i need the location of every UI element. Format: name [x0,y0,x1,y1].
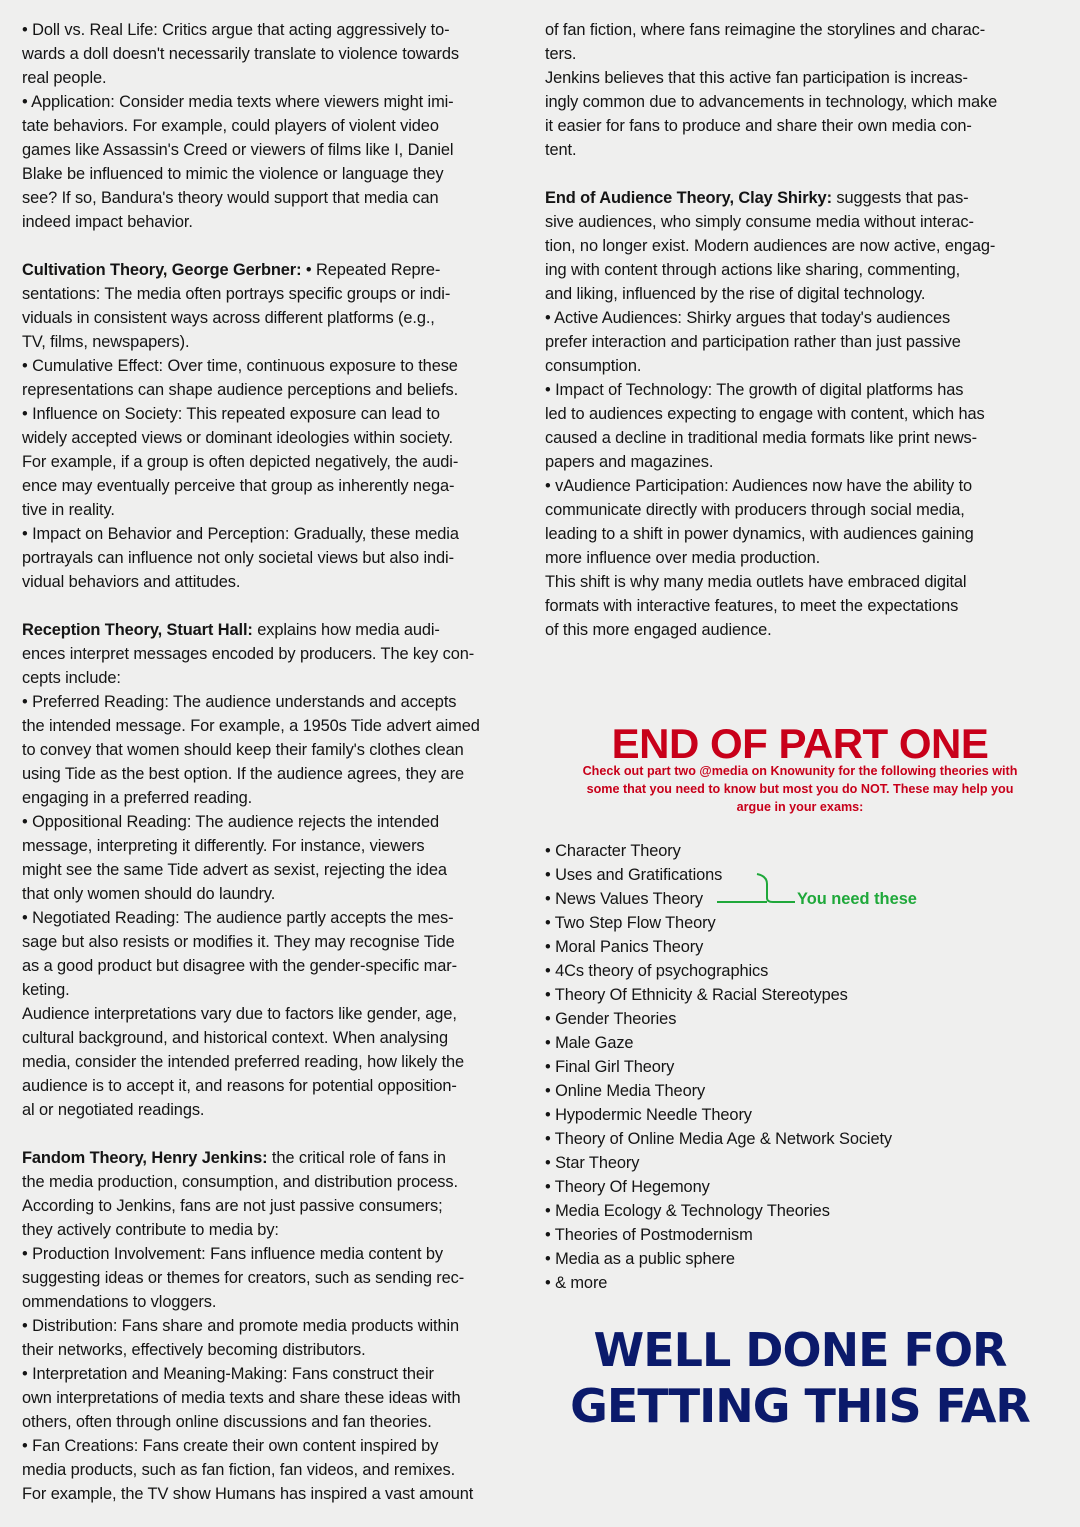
text-line [22,258,542,282]
text-line: engaging in a preferred reading. [22,789,253,807]
text-line: own interpretations of media texts and share these ideas with [22,1389,461,1407]
text-line: indeed impact behavior. [22,213,193,231]
text-line: wards a doll doesn't necessarily translate to violence towards [22,45,459,63]
theory-list-item: • Online Media Theory [545,1082,706,1100]
text-line: ters. [545,45,577,63]
text-line: al or negotiated readings. [22,1101,205,1119]
text-line [22,618,542,642]
theory-list-item: • Hypodermic Needle Theory [545,1106,752,1124]
text-line: • Impact on Behavior and Perception: Gradually, these media [22,525,459,543]
text-line: ing with content through actions like sharing, commenting, [545,261,961,279]
blank-line [545,162,1065,186]
text-line: representations can shape audience perceptions and beliefs. [22,381,459,399]
text-line: leading to a shift in power dynamics, with audiences gaining [545,525,974,543]
text-line: • Production Involvement: Fans influence media content by [22,1245,443,1263]
theory-list-item: • Gender Theories [545,1010,677,1028]
text-line: sentations: The media often portrays specific groups or indi- [22,285,451,303]
text-line: This shift is why many media outlets have embraced digital [545,573,967,591]
text-line: to convey that women should keep their family's clothes clean [22,741,464,759]
text-line: Blake be influenced to mimic the violence or language they [22,165,444,183]
text-line: • Fan Creations: Fans create their own content inspired by [22,1437,439,1455]
text-line: • Interpretation and Meaning-Making: Fans construct their [22,1365,434,1383]
text-line: see? If so, Bandura's theory would support that media can [22,189,439,207]
theory-list-item: • Media Ecology & Technology Theories [545,1202,830,1220]
blank-line [22,234,542,258]
text-line: others, often through online discussions and fan theories. [22,1413,432,1431]
text-line [22,1146,542,1170]
text-line: • Repeated Repre- [301,261,441,279]
text-line: tive in reality. [22,501,115,519]
text-line: tate behaviors. For example, could players of violent video [22,117,439,135]
text-line: formats with interactive features, to meet the expectations [545,597,959,615]
text-line: sage but also resists or modifies it. They may recognise Tide [22,933,455,951]
text-line: ences interpret messages encoded by producers. The key con- [22,645,475,663]
text-line: media, consider the intended preferred reading, how likely the [22,1053,465,1071]
text-line: • Preferred Reading: The audience understands and accepts [22,693,457,711]
left-column [22,18,542,1506]
text-line: portrayals can influence not only societal views but also indi- [22,549,454,567]
blank-line [22,594,542,618]
section-heading: Fandom Theory, Henry Jenkins: [22,1149,268,1167]
theory-list-item: • Two Step Flow Theory [545,914,716,932]
text-line: games like Assassin's Creed or viewers of films like I, Daniel [22,141,454,159]
end-subtitle [540,762,1060,816]
text-line: According to Jenkins, fans are not just passive consumers; [22,1197,443,1215]
text-line: cepts include: [22,669,121,687]
theory-list-item: • Final Girl Theory [545,1058,675,1076]
section-heading: Reception Theory, Stuart Hall: [22,621,253,639]
text-line: the intended message. For example, a 1950s Tide advert aimed [22,717,480,735]
text-line: tion, no longer exist. Modern audiences are now active, engag- [545,237,996,255]
theory-list-item: • Uses and Gratifications [545,866,723,884]
section-heading: End of Audience Theory, Clay Shirky: [545,189,832,207]
text-line: using Tide as the best option. If the audience agrees, they are [22,765,465,783]
text-line: audience is to accept it, and reasons for potential opposition- [22,1077,457,1095]
you-need-these-annotation: You need these [797,890,917,908]
text-line: might see the same Tide advert as sexist, rejecting the idea [22,861,447,879]
section-heading: Cultivation Theory, George Gerbner: [22,261,302,279]
text-line: Audience interpretations vary due to factors like gender, age, [22,1005,457,1023]
text-line: their networks, effectively becoming distributors. [22,1341,366,1359]
text-line: ommendations to vloggers. [22,1293,217,1311]
well-done-message [540,1322,1060,1434]
subtitle-line: some that you need to know but most you do NOT. These may help you [586,782,1014,796]
text-line: sive audiences, who simply consume media without interac- [545,213,974,231]
subtitle-line: Check out part two @media on Knowunity for the following theories with [582,764,1018,778]
text-line: • Application: Consider media texts where viewers might imi- [22,93,454,111]
text-line: ingly common due to advancements in technology, which make [545,93,998,111]
closing-line: GETTING THIS FAR [570,1379,1030,1433]
blank-line [22,1122,542,1146]
theory-list-item: • Male Gaze [545,1034,634,1052]
text-line: led to audiences expecting to engage with content, which has [545,405,985,423]
text-line: the critical role of fans in [267,1149,446,1167]
text-line: cultural background, and historical context. When analysing [22,1029,448,1047]
text-line: • Influence on Society: This repeated exposure can lead to [22,405,440,423]
theory-list-item: • Theories of Postmodernism [545,1226,753,1244]
text-line: message, interpreting it differently. For instance, viewers [22,837,425,855]
text-line: vidual behaviors and attitudes. [22,573,241,591]
text-line: as a good product but disagree with the gender-specific mar- [22,957,457,975]
text-line: • Doll vs. Real Life: Critics argue that acting aggressively to- [22,21,450,39]
text-line: suggests that pas- [831,189,969,207]
text-line: • Oppositional Reading: The audience rejects the intended [22,813,440,831]
theory-list-item: • Theory of Online Media Age & Network Society [545,1130,893,1148]
text-line: that only women should do laundry. [22,885,276,903]
text-line: For example, if a group is often depicted negatively, the audi- [22,453,459,471]
theory-list-item: • Moral Panics Theory [545,938,704,956]
theory-list-item: • Star Theory [545,1154,640,1172]
text-line: viduals in consistent ways across different platforms (e.g., [22,309,435,327]
text-line: • Active Audiences: Shirky argues that today's audiences [545,309,951,327]
bracket-connector-icon [715,872,800,908]
text-line: real people. [22,69,107,87]
text-line: caused a decline in traditional media formats like print news- [545,429,978,447]
text-line: the media production, consumption, and distribution process. [22,1173,458,1191]
theory-list-item: • Character Theory [545,842,681,860]
text-line: prefer interaction and participation rather than just passive [545,333,961,351]
text-line: explains how media audi- [252,621,440,639]
theory-list-item: • & more [545,1274,608,1292]
theory-list-item: • 4Cs theory of psychographics [545,962,769,980]
text-line: For example, the TV show Humans has inspired a vast amount [22,1485,474,1503]
closing-line: WELL DONE FOR [593,1323,1007,1377]
text-line: • Cumulative Effect: Over time, continuous exposure to these [22,357,458,375]
end-of-part-one-heading: END OF PART ONE [611,720,989,767]
text-line [545,186,1065,210]
text-line: TV, films, newspapers). [22,333,190,351]
text-line: and liking, influenced by the rise of digital technology. [545,285,926,303]
theory-list-item: • News Values Theory [545,890,704,908]
text-line: they actively contribute to media by: [22,1221,279,1239]
text-line: tent. [545,141,577,159]
subtitle-line: argue in your exams: [736,800,864,814]
text-line: suggesting ideas or themes for creators, such as sending rec- [22,1269,465,1287]
text-line: Jenkins believes that this active fan participation is increas- [545,69,968,87]
text-line: of fan fiction, where fans reimagine the storylines and charac- [545,21,986,39]
theory-list-item: • Theory Of Hegemony [545,1178,710,1196]
text-line: papers and magazines. [545,453,714,471]
text-line: consumption. [545,357,642,375]
text-line: ence may eventually perceive that group as inherently nega- [22,477,455,495]
text-line: it easier for fans to produce and share their own media con- [545,117,972,135]
theory-list-item: • Theory Of Ethnicity & Racial Stereotypes [545,986,848,1004]
text-line: widely accepted views or dominant ideologies within society. [22,429,454,447]
text-line: • Distribution: Fans share and promote media products within [22,1317,460,1335]
theory-list-item: • Media as a public sphere [545,1250,735,1268]
text-line: keting. [22,981,70,999]
text-line: of this more engaged audience. [545,621,772,639]
text-line: media products, such as fan fiction, fan videos, and remixes. [22,1461,456,1479]
text-line: • vAudience Participation: Audiences now have the ability to [545,477,973,495]
right-column [545,18,1065,642]
text-line: • Impact of Technology: The growth of digital platforms has [545,381,964,399]
text-line: communicate directly with producers through social media, [545,501,965,519]
text-line: more influence over media production. [545,549,821,567]
text-line: • Negotiated Reading: The audience partly accepts the mes- [22,909,454,927]
